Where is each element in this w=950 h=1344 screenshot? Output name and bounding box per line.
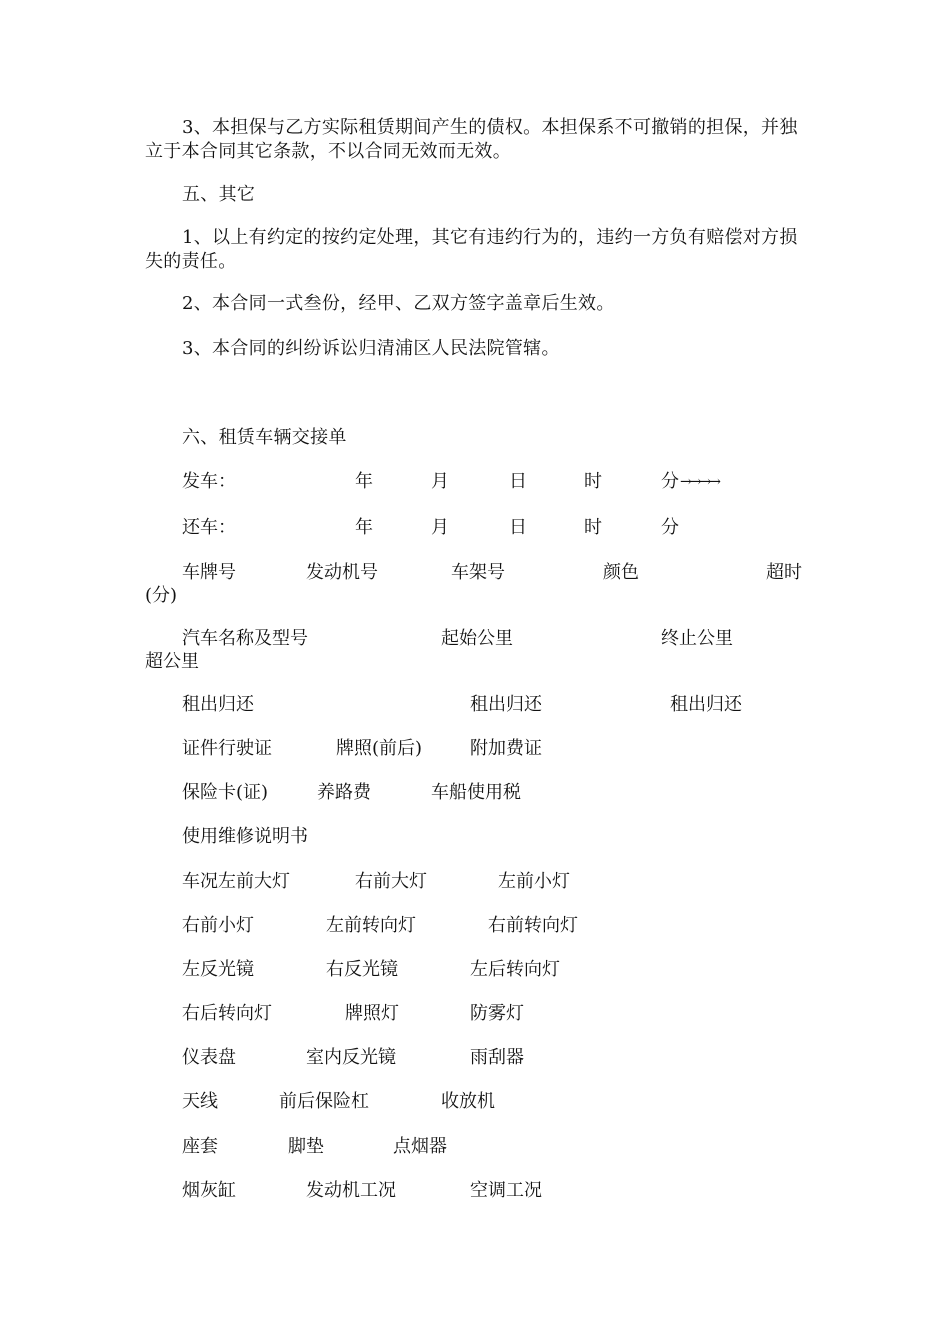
start-km-header: 起始公里 bbox=[441, 628, 513, 649]
checklist-item: 证件行驶证 bbox=[182, 738, 272, 759]
return-hour: 时 bbox=[584, 517, 602, 538]
rent-return-3: 租出归还 bbox=[670, 694, 742, 715]
return-month: 月 bbox=[431, 517, 449, 538]
checklist-item: 牌照(前后) bbox=[336, 738, 423, 759]
dispatch-minute: 分 bbox=[661, 471, 679, 492]
dispatch-label: 发车： bbox=[182, 471, 236, 492]
checklist-item: 收放机 bbox=[441, 1091, 495, 1112]
checklist-item: 右反光镜 bbox=[326, 959, 398, 980]
engine-header: 发动机号 bbox=[306, 562, 378, 583]
checklist-item: 座套 bbox=[182, 1136, 218, 1157]
checklist-item: 左反光镜 bbox=[182, 959, 254, 980]
overtime-unit: (分) bbox=[145, 585, 178, 606]
plate-header: 车牌号 bbox=[182, 562, 236, 583]
dispatch-year: 年 bbox=[355, 471, 373, 492]
checklist-item: 使用维修说明书 bbox=[182, 826, 308, 847]
checklist-item: 保险卡(证) bbox=[182, 782, 269, 803]
rent-return-1: 租出归还 bbox=[182, 694, 254, 715]
checklist-item: 室内反光镜 bbox=[306, 1047, 396, 1068]
checklist-row bbox=[145, 1179, 810, 1203]
checklist-item: 牌照灯 bbox=[345, 1003, 399, 1024]
dispatch-month: 月 bbox=[431, 471, 449, 492]
dispatch-row bbox=[145, 470, 810, 494]
checklist-item: 烟灰缸 bbox=[182, 1180, 236, 1201]
checklist-item: 右前转向灯 bbox=[488, 915, 578, 936]
checklist-item: 天线 bbox=[182, 1091, 218, 1112]
return-minute: 分 bbox=[661, 517, 679, 538]
checklist-row bbox=[145, 1135, 810, 1159]
dispatch-arrows: →→→→ bbox=[680, 474, 719, 490]
section-5-item-2: 2、本合同一式叁份，经甲、乙双方签字盖章后生效。 bbox=[182, 293, 615, 314]
checklist-item: 发动机工况 bbox=[306, 1180, 396, 1201]
checklist-item: 前后保险杠 bbox=[279, 1091, 369, 1112]
vehicle-header-row bbox=[145, 561, 810, 585]
rent-return-2: 租出归还 bbox=[470, 694, 542, 715]
dispatch-day: 日 bbox=[509, 471, 527, 492]
frame-header: 车架号 bbox=[451, 562, 505, 583]
section-5-heading: 五、其它 bbox=[182, 184, 256, 205]
mileage-header-row bbox=[145, 627, 810, 651]
checklist-row bbox=[145, 958, 810, 982]
section-6-heading: 六、租赁车辆交接单 bbox=[182, 427, 347, 448]
section-5-item-3: 3、本合同的纠纷诉讼归清浦区人民法院管辖。 bbox=[182, 338, 560, 359]
checklist-row bbox=[145, 825, 810, 849]
checklist-item: 右前大灯 bbox=[355, 871, 427, 892]
checklist-item: 左前小灯 bbox=[498, 871, 570, 892]
checklist-item: 防雾灯 bbox=[470, 1003, 524, 1024]
checklist-item: 脚垫 bbox=[288, 1136, 324, 1157]
checklist-item: 养路费 bbox=[317, 782, 371, 803]
checklist-row bbox=[145, 914, 810, 938]
over-km-header: 超公里 bbox=[145, 651, 199, 672]
return-day: 日 bbox=[509, 517, 527, 538]
return-row bbox=[145, 516, 810, 540]
over-km-row bbox=[145, 650, 810, 674]
checklist-row bbox=[145, 1046, 810, 1070]
checklist-item: 仪表盘 bbox=[182, 1047, 236, 1068]
checklist-row bbox=[145, 1090, 810, 1114]
checklist-row bbox=[145, 870, 810, 894]
checklist-item: 左后转向灯 bbox=[470, 959, 560, 980]
overtime-unit-row bbox=[145, 584, 810, 608]
end-km-header: 终止公里 bbox=[661, 628, 733, 649]
dispatch-hour: 时 bbox=[584, 471, 602, 492]
return-year: 年 bbox=[355, 517, 373, 538]
overtime-header: 超时 bbox=[766, 562, 802, 583]
checklist-item: 空调工况 bbox=[470, 1180, 542, 1201]
checklist-item: 左前转向灯 bbox=[326, 915, 416, 936]
checklist-item: 雨刮器 bbox=[470, 1047, 524, 1068]
checklist-item: 车船使用税 bbox=[431, 782, 521, 803]
checklist-item: 点烟器 bbox=[393, 1136, 447, 1157]
color-header: 颜色 bbox=[603, 562, 639, 583]
checklist-row bbox=[145, 1002, 810, 1026]
checklist-item: 右前小灯 bbox=[182, 915, 254, 936]
checklist-item: 右后转向灯 bbox=[182, 1003, 272, 1024]
rent-return-row bbox=[145, 693, 810, 717]
checklist-row bbox=[145, 737, 810, 761]
model-header: 汽车名称及型号 bbox=[182, 628, 308, 649]
checklist-item: 车况左前大灯 bbox=[182, 871, 290, 892]
checklist-row bbox=[145, 781, 810, 805]
guarantee-clause-3: 3、本担保与乙方实际租赁期间产生的债权。本担保系不可撤销的担保，并独立于本合同其它条款，不以合同无效而无效。 bbox=[145, 117, 798, 162]
checklist-item: 附加费证 bbox=[470, 738, 542, 759]
section-5-item-1: 1、以上有约定的按约定处理，其它有违约行为的，违约一方负有赔偿对方损失的责任。 bbox=[145, 227, 798, 272]
return-label: 还车： bbox=[182, 517, 236, 538]
